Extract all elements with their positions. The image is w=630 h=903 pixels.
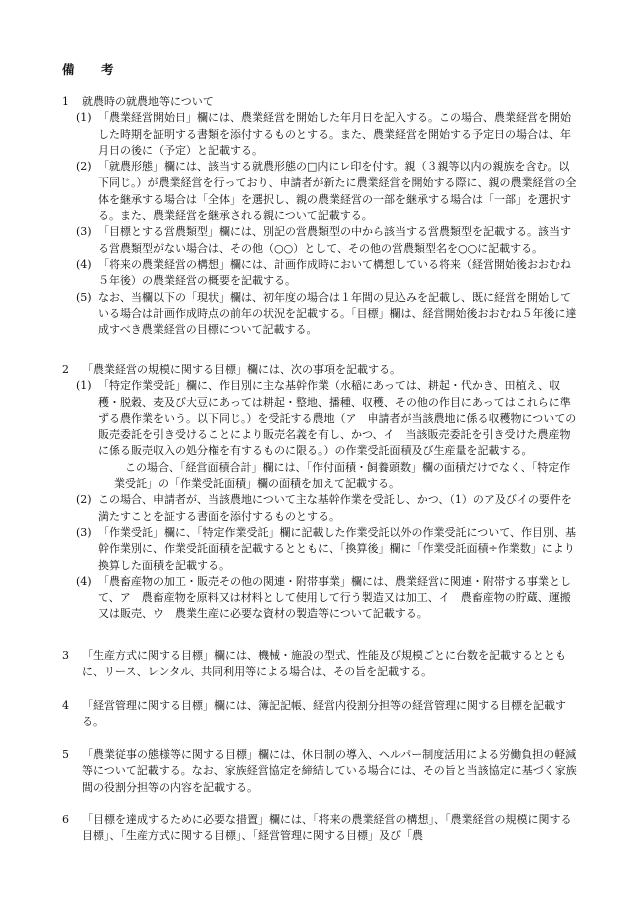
list-item: [76, 378, 578, 459]
section-number: 1: [62, 95, 69, 108]
list-item: [76, 290, 578, 339]
section-title: [62, 812, 578, 845]
item-text: 「将来の農業経営の構想」欄には、計画作成時において構想している将来（経営開始後おおむね５年後）の農業経営の概要を記載する。: [98, 257, 571, 288]
section-5: [62, 747, 578, 796]
section-number: 5: [62, 748, 69, 761]
section-title-text: 「生産方式に関する目標」欄には、機械・施設の型式、性能及び規模ごとに台数を記載するとともに、リース、レンタル、共同利用等による場合は、その旨を記載する。: [82, 649, 566, 679]
item-number: (1): [76, 111, 92, 125]
list-item: [76, 574, 578, 623]
section-3: [62, 648, 578, 681]
section-title: [62, 648, 578, 681]
list-item: [76, 525, 578, 574]
item-text: 「農畜産物の加工・販売その他の関連・附帯事業」欄には、農業経営に関連・附帯する事業として、ア 農畜産物を原料又は材料として使用して行う製造又は加工、イ 農畜産物の貯蔵、運搬又は販売、ウ 農業生産に必要な資材の製造等について記載する。: [98, 574, 571, 621]
section-4: [62, 698, 578, 731]
item-number: (2): [76, 160, 92, 174]
section-number: 3: [62, 649, 69, 662]
item-text: 「農業経営開始日」欄には、農業経営を開始した年月日を記入する。この場合、農業経営を開始した時期を証明する書類を添付するものとする。また、農業経営を開始する予定日の場合は、年月日の後に（予定）と記載する。: [98, 111, 571, 157]
item-note: この場合、「経営面積合計」欄には、「作付面積・飼養頭数」欄の面積だけでなく、「特定作業受託」の「作業受託面積」欄の面積を加えて記載する。: [114, 460, 571, 491]
section-number: 2: [62, 363, 69, 376]
item-number: (1): [76, 379, 92, 393]
item-number: (4): [76, 257, 92, 271]
section-title: [62, 747, 578, 796]
item-text: 「就農形態」欄には、該当する就農形態の□内にレ印を付す。親（３親等以内の親族を含む。以下同じ。）が農業経営を行っており、申請者が新たに農業経営を開始する際に、親の農業経営の全体を継承する場合は「全体」を選択し、親の農業経営の一部を継承する場合は「一部」を選択する。また、農業経営を継承される親について記載する。: [98, 160, 577, 223]
section-title: [62, 698, 578, 731]
list-item: [76, 257, 578, 290]
section-number: 4: [62, 699, 69, 712]
item-text: 「特定作業受託」欄に、作目別に主な基幹作業（水稲にあっては、耕起・代かき、田植え、収穫・脱穀、麦及び大豆にあっては耕起・整地、播種、収穫、その他の作目にあってはこれらに準ずる農作業をいう。以下同じ。）を受託する農地（ア 申請者が当該農地に係る収穫物についての販売委託を引き受けることにより販売名義を有し、かつ、イ 当該販売委託を引き受けた農産物に係る販売収入の処分権を有するものに限る。）の作業受託面積及び生産量を記載する。: [98, 379, 577, 458]
section-title: [62, 94, 578, 110]
list-item: [76, 492, 578, 525]
section-title-text: 「経営管理に関する目標」欄には、簿記記帳、経営内役割分担等の経営管理に関する目標を記載する。: [82, 699, 566, 729]
item-text: この場合、申請者が、当該農地について主な基幹作業を受託し、かつ、（1）のア及びイの要件を満たすことを証する書面を添付するものとする。: [98, 493, 572, 523]
item-number: (2): [76, 493, 92, 507]
list-item: [76, 224, 578, 257]
section-number: 6: [62, 813, 69, 826]
item-text: 「作業受託」欄に、「特定作業受託」欄に記載した作業受託以外の作業受託について、作目別、基幹作業別に、作業受託面積を記載するとともに、「換算後」欄に「作業受託面積÷作業数」により換算した面積を記載する。: [98, 525, 577, 572]
section-title-text: 就農時の就農地等について: [82, 95, 214, 108]
item-text: 「目標とする営農類型」欄には、別記の営農類型の中から該当する営農類型を記載する。該当する営農類型がない場合は、その他（○○）として、その他の営農類型名を○○に記載する。: [98, 225, 571, 255]
item-number: (4): [76, 574, 92, 588]
section-1: [62, 94, 578, 338]
section-title-text: 「目標を達成するために必要な措置」欄には、「将来の農業経営の構想」、「農業経営の規模に関する目標」、「生産方式に関する目標」、「経営管理に関する目標」及び「農: [82, 813, 572, 843]
page-heading: 備 考: [62, 62, 121, 77]
section-2: [62, 362, 578, 623]
item-number: (3): [76, 525, 92, 539]
section-title-text: 「農業経営の規模に関する目標」欄には、次の事項を記載する。: [82, 363, 401, 376]
item-number: (5): [76, 290, 92, 304]
section-6: [62, 812, 578, 845]
section-title: [62, 362, 578, 378]
list-item: [76, 110, 578, 159]
list-item: [76, 159, 578, 224]
item-number: (3): [76, 225, 92, 239]
section-title-text: 「農業従事の態様等に関する目標」欄には、休日制の導入、ヘルパー制度活用による労働負担の軽減等について記載する。なお、家族経営協定を締結している場合には、その旨と当該協定に基づく家族間の役割分担等の内容を記載する。: [82, 748, 577, 794]
item-text: なお、当欄以下の「現状」欄は、初年度の場合は１年間の見込みを記載し、既に経営を開始している場合は計画作成時点の前年の状況を記載する。「目標」欄は、経営開始後おおむね５年後に達成すべき農業経営の目標について記載する。: [98, 290, 577, 337]
